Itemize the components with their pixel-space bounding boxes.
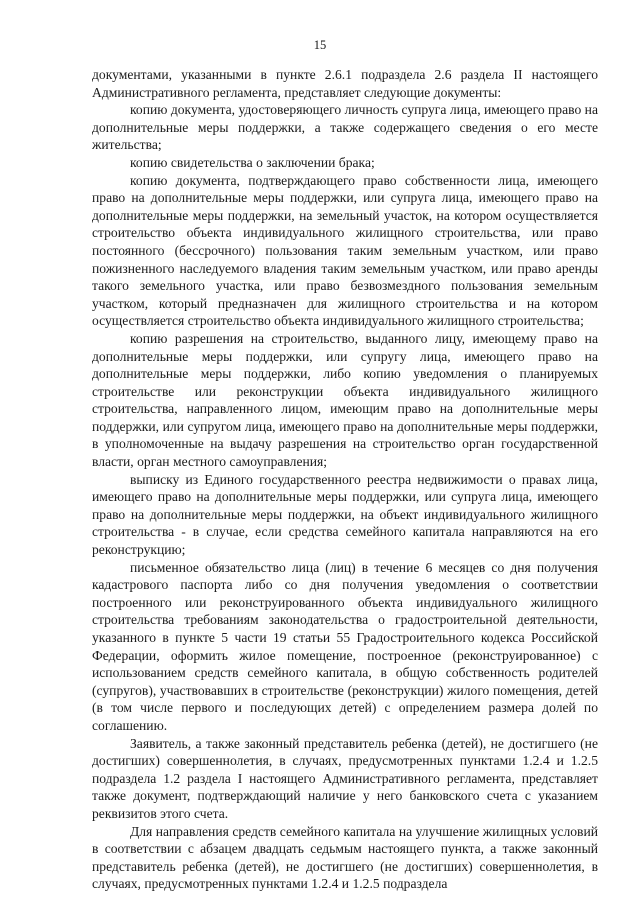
paragraph: копию документа, подтверждающего право собственности лица, имеющего право на дополнительные меры поддержки, или супруга лица, имеющего право на дополнительные меры поддержки, на земельный участок, на котором осуществляется строительство объекта индивидуального жилищного строительства, или право постоянного (бессрочного) пользования таким земельным участком, или право пожизненного наследуемого владения таким земельным участком, или право аренды такого земельного участка, или право безвозмездного пользования земельным участком, который предназначен для жилищного строительства и на котором осуществляется строительство объекта индивидуального жилищного строительства; [92,172,598,329]
paragraph: документами, указанными в пункте 2.6.1 подраздела 2.6 раздела II настоящего Административного регламента, представляет следующие документы: [92,67,598,100]
paragraph: Заявитель, а также законный представитель ребенка (детей), не достигшего (не достигших) совершеннолетия, в случаях, предусмотренных пунктами 1.2.4 и 1.2.5 подраздела 1.2 раздела I настоящего Административного регламента, представляет также документ, подтверждающий наличие у него банковского счета с указанием реквизитов этого счета. [92,735,598,821]
page-number: 15 [313,38,327,52]
paragraph: копию разрешения на строительство, выданного лицу, имеющему право на дополнительные меры поддержки, или супругу лица, имеющего право на дополнительные меры поддержки, либо копию уведомления о планируемых строительстве или реконструкции объекта индивидуального жилищного строительства, направленного лицом, имеющим право на дополнительные меры поддержки, или супругом лица, имеющего право на дополнительные меры поддержки, в уполномоченные на выдачу разрешения на строительство орган государственной власти, орган местного самоуправления; [92,330,598,470]
paragraph: письменное обязательство лица (лиц) в течение 6 месяцев со дня получения кадастрового паспорта либо со дня получения уведомления о соответствии построенного или реконструированного объекта индивидуального жилищного строительства требованиям законодательства о градостроительной деятельности, указанного в пункте 5 части 19 статьи 55 Градостроительного кодекса Российской Федерации, оформить жилое помещение, построенное (реконструированное) с использованием средств семейного капитала, в общую собственность родителей (супругов), участвовавших в строительстве (реконструкции) жилого помещения, детей (в том числе первого и последующих детей) с определением размера долей по соглашению. [92,559,598,733]
paragraph: выписку из Единого государственного реестра недвижимости о правах лица, имеющего право на дополнительные меры поддержки, или супруга лица, имеющего право на дополнительные меры поддержки, на объект индивидуального жилищного строительства - в случае, если средства семейного капитала направляются на его реконструкцию; [92,471,598,558]
paragraph: Для направления средств семейного капитала на улучшение жилищных условий в соответствии с абзацем двадцать седьмым настоящего пункта, а также законный представитель ребенка (детей), не достигшего (не достигших) совершеннолетия, в случаях, предусмотренных пунктами 1.2.4 и 1.2.5 подраздела [92,823,598,892]
paragraph: копию документа, удостоверяющего личность супруга лица, имеющего право на дополнительные меры поддержки, а также содержащего сведения о его месте жительства; [92,102,598,153]
paragraph: копию свидетельства о заключении брака; [130,154,375,170]
document-body [92,66,598,893]
